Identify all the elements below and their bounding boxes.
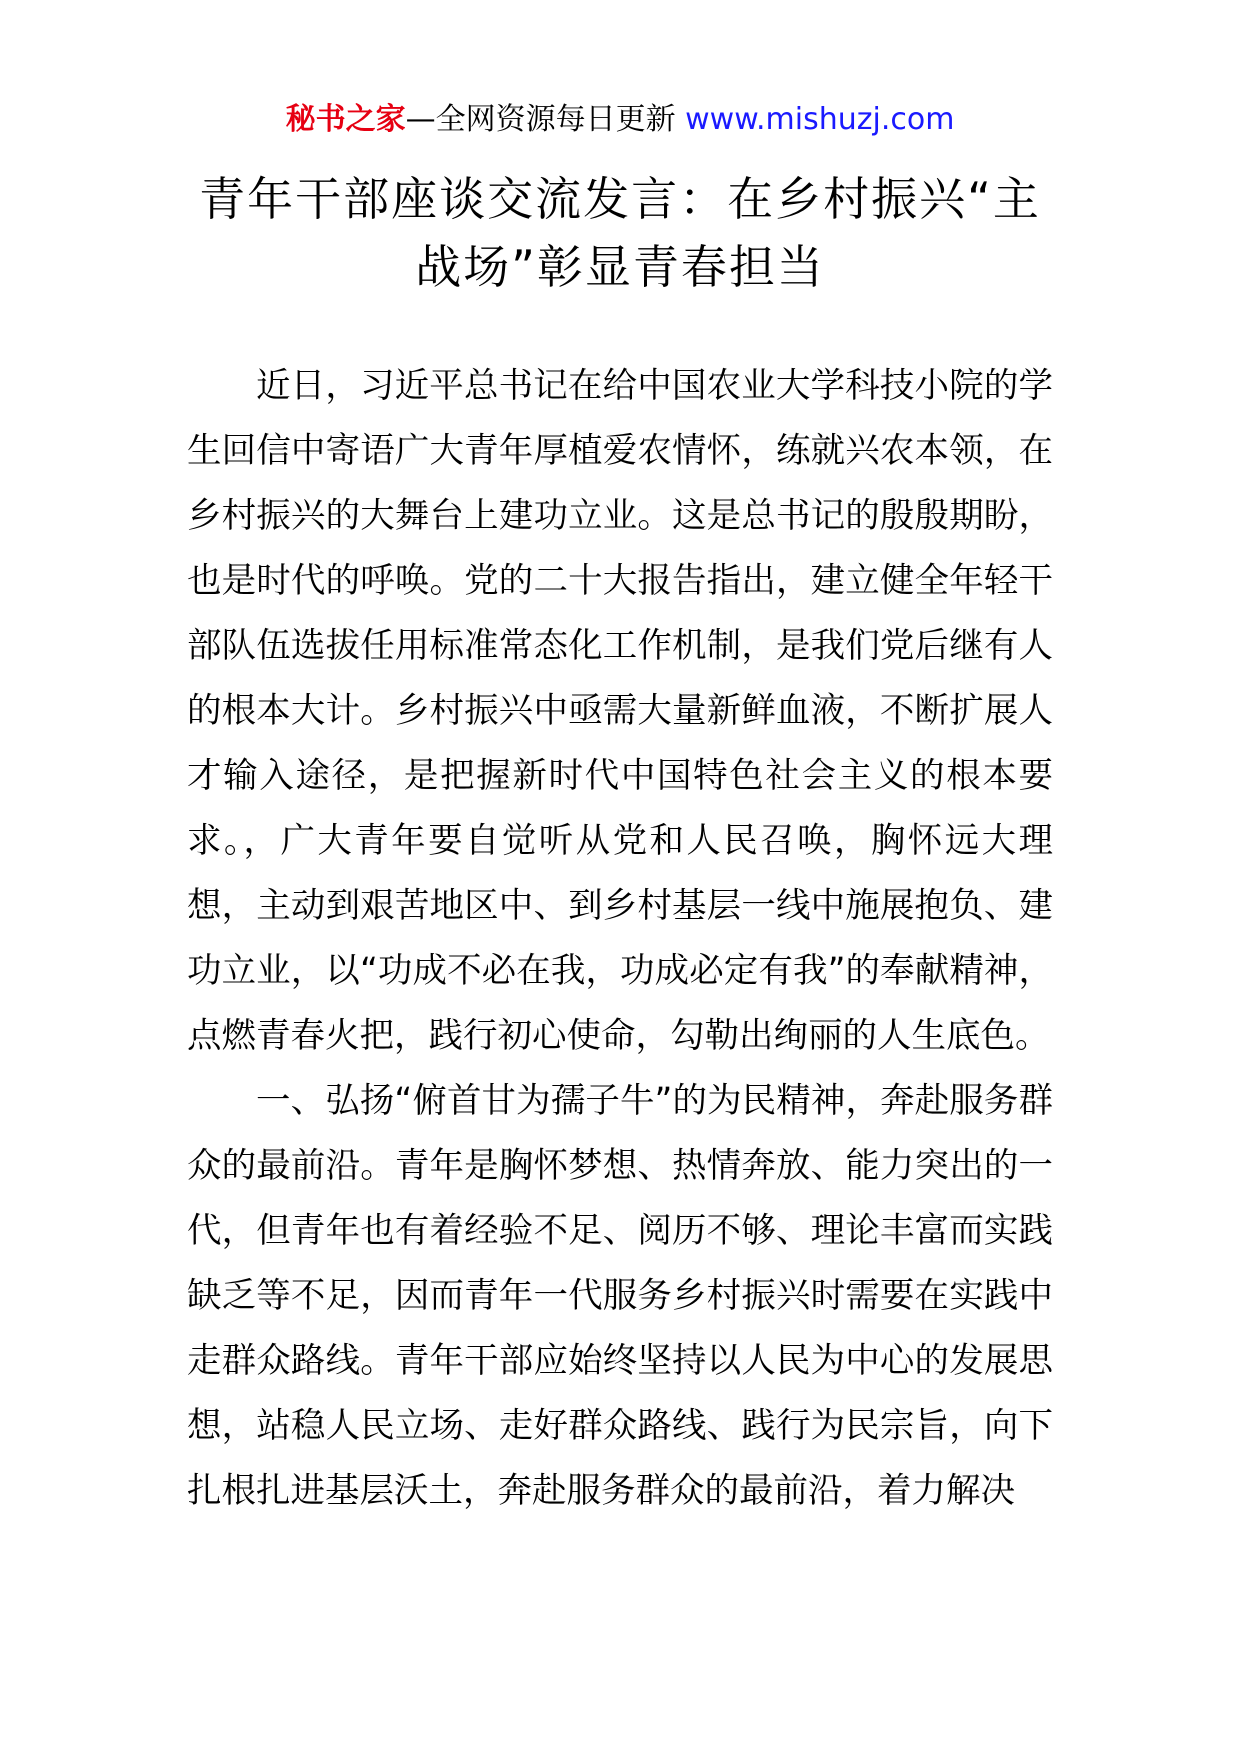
site-header bbox=[0, 100, 1240, 140]
document-title: 青年干部座谈交流发言：在乡村振兴“主战场”彰显青春担当 bbox=[199, 172, 1041, 294]
header-slogan: —全网资源每日更新 bbox=[405, 102, 686, 137]
paragraph-intro: 近日，习近平总书记在给中国农业大学科技小院的学生回信中寄语广大青年厚植爱农情怀，练就兴农本领，在乡村振兴的大舞台上建功立业。这是总书记的殷殷期盼，也是时代的呼唤。党的二十大报告指出，建立健全年轻干部队伍选拔任用标准常态化工作机制，是我们党后继有人的根本大计。乡村振兴中亟需大量新鲜血液，不断扩展人才输入途径，是把握新时代中国特色社会主义的根本要求。，广大青年要自觉听从党和人民召唤，胸怀远大理想，主动到艰苦地区中、到乡村基层一线中施展抱负、建功立业，以“功成不必在我，功成必定有我”的奉献精神，点燃青春火把，践行初心使命，勾勒出绚丽的人生底色。 bbox=[187, 366, 1053, 1056]
document-body bbox=[187, 354, 1053, 1524]
paragraph-section-one: 一、弘扬“俯首甘为孺子牛”的为民精神，奔赴服务群众的最前沿。青年是胸怀梦想、热情奔放、能力突出的一代，但青年也有着经验不足、阅历不够、理论丰富而实践缺乏等不足，因而青年一代服务乡村振兴时需要在实践中走群众路线。青年干部应始终坚持以人民为中心的发展思想，站稳人民立场、走好群众路线、践行为民宗旨，向下扎根扎进基层沃土，奔赴服务群众的最前沿，着力解决 bbox=[187, 1081, 1053, 1511]
brand-name: 秘书之家 bbox=[285, 102, 406, 137]
site-url-link[interactable]: www.mishuzj.com bbox=[685, 102, 955, 137]
